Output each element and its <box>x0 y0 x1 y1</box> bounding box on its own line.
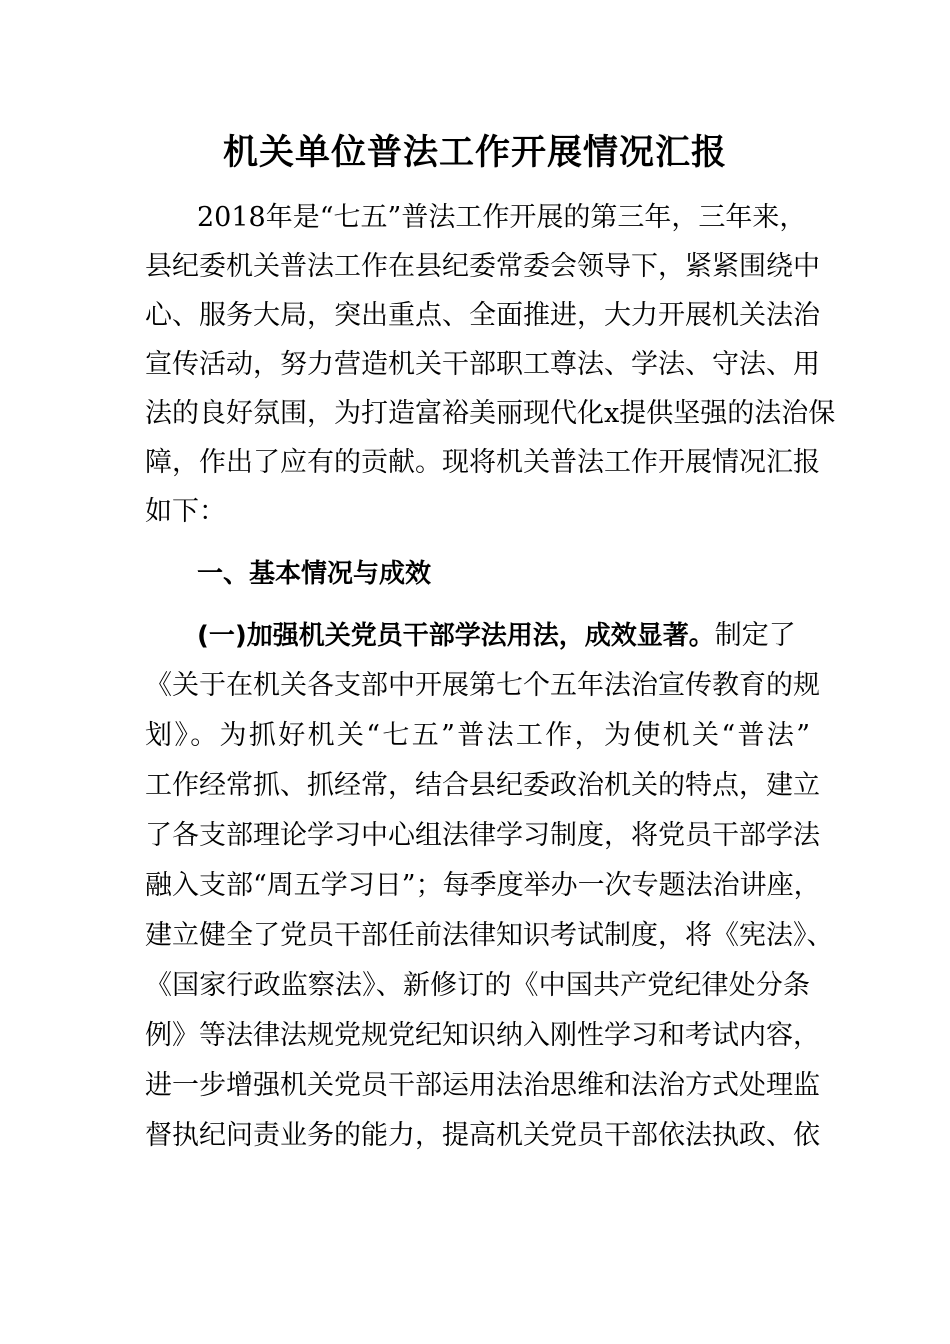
paragraph-line: 进一步增强机关党员干部运用法治思维和法治方式处理监 <box>145 1070 820 1101</box>
paragraph-text: 制定了 <box>714 620 796 651</box>
paragraph-line: 了各支部理论学习中心组法律学习制度，将党员干部学法 <box>145 820 820 851</box>
paragraph-line: 法的良好氛围，为打造富裕美丽现代化x提供坚强的法治保 <box>145 398 836 429</box>
paragraph-line: 划》。为抓好机关“七五”普法工作，为使机关“普法” <box>145 720 810 751</box>
paragraph-line: 县纪委机关普法工作在县纪委常委会领导下，紧紧围绕中 <box>145 251 820 282</box>
paragraph-line: 工作经常抓、抓经常，结合县纪委政治机关的特点，建立 <box>145 770 820 801</box>
section-heading: 一、基本情况与成效 <box>197 559 432 589</box>
paragraph-line: 2018年是“七五”普法工作开展的第三年，三年来， <box>197 202 807 233</box>
paragraph-line: 例》等法律法规党规党纪知识纳入刚性学习和考试内容， <box>145 1020 820 1051</box>
paragraph-line: 如下： <box>145 496 226 527</box>
paragraph-line: 障，作出了应有的贡献。现将机关普法工作开展情况汇报 <box>145 447 820 478</box>
paragraph-line: 建立健全了党员干部任前法律知识考试制度，将《宪法》、 <box>145 920 834 951</box>
paragraph-line: 宣传活动，努力营造机关干部职工尊法、学法、守法、用 <box>145 349 820 380</box>
document-title: 机关单位普法工作开展情况汇报 <box>222 133 727 173</box>
paragraph-line: 督执纪问责业务的能力，提高机关党员干部依法执政、依 <box>145 1120 820 1151</box>
paragraph-first-line <box>197 616 796 656</box>
paragraph-line: 心、服务大局，突出重点、全面推进，大力开展机关法治 <box>145 300 820 331</box>
paragraph-line: 《关于在机关各支部中开展第七个五年法治宣传教育的规 <box>145 670 820 701</box>
paragraph-line: 融入支部“周五学习日”；每季度举办一次专题法治讲座， <box>145 870 821 901</box>
subsection-heading: (一)加强机关党员干部学法用法，成效显著。 <box>197 621 715 651</box>
paragraph-line: 《国家行政监察法》、新修订的《中国共产党纪律处分条 <box>145 970 810 1001</box>
